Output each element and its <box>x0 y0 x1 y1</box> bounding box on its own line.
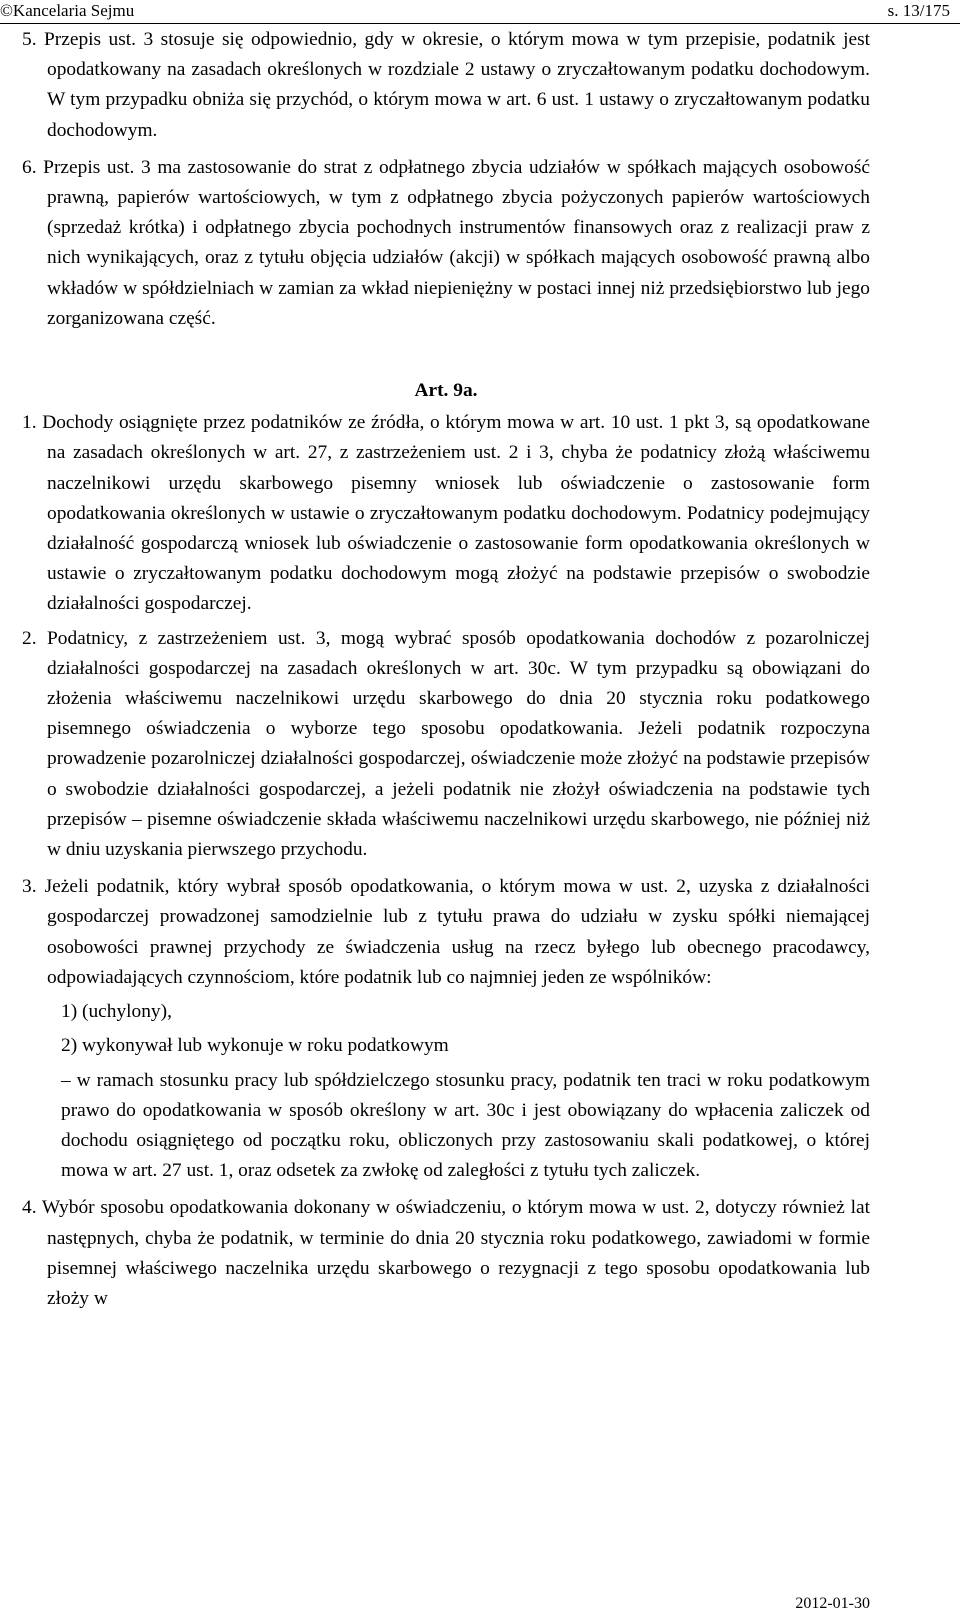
article-item-4: 4. Wybór sposobu opodatkowania dokonany w oświadczeniu, o którym mowa w ust. 2, dotyczy również lat następnych, chyba że podatnik, w terminie do dnia 20 stycznia roku podatkowego, zawiadomi w formie pisemnej właściwego naczelnika urzędu skarbowego o rezygnacji z tego sposobu opodatkowania lub złoży w <box>22 1197 870 1309</box>
header-page-number: s. 13/175 <box>887 1 950 20</box>
header-source: ©Kancelaria Sejmu <box>0 1 135 20</box>
article-item-1: 1. Dochody osiągnięte przez podatników ze źródła, o którym mowa w art. 10 ust. 1 pkt 3, są opodatkowane na zasadach określonych w art. 27, z zastrzeżeniem ust. 2 i 3, chyba że podatnicy złożą właściwemu naczelnikowi urzędu skarbowego pisemny wniosek lub oświadczenie o zastosowanie form opodatkowania określonych w ustawie o zryczałtowanym podatku dochodowym. Podatnicy podejmujący działalność gospodarczą wniosek lub oświadczenie o zastosowanie form opodatkowania określonych w ustawie o zryczałtowanym podatku dochodowym mogą złożyć na podstawie przepisów o swobodzie działalności gospodarczej. <box>22 412 870 615</box>
article-item-3-dash-clause: – w ramach stosunku pracy lub spółdzielczego stosunku pracy, podatnik ten traci w roku podatkowym prawo do opodatkowania w sposób określony w art. 30c i jest obowiązany do wpłacenia zaliczek od dochodu osiągniętego od początku roku, obliczonych przy zastosowaniu skali podatkowej, o której mowa w art. 27 ust. 1, oraz odsetek za zwłokę od zaległości z tytułu tych zaliczek. <box>61 1069 870 1182</box>
article-title: Art. 9a. <box>414 380 478 402</box>
article-item-3-point-2: 2) wykonywał lub wykonuje w roku podatkowym <box>61 1035 449 1057</box>
footer-date: 2012-01-30 <box>795 1595 870 1612</box>
paragraph-6: 6. Przepis ust. 3 ma zastosowanie do strat z odpłatnego zbycia udziałów w spółkach mających osobowość prawną, papierów wartościowych, w tym z odpłatnego zbycia pożyczonych papierów wartościowych (sprzedaż krótka) i odpłatnego zbycia pochodnych instrumentów finansowych oraz z realizacji praw z nich wynikających, oraz z tytułu objęcia udziałów (akcji) w spółkach mających osobowość prawną albo wkładów w spółdzielniach w zamian za wkład niepieniężny w postaci innej niż przedsiębiorstwo lub jego zorganizowana część. <box>22 156 870 329</box>
header-divider <box>0 23 960 24</box>
page-header <box>0 0 960 22</box>
article-item-2: 2. Podatnicy, z zastrzeżeniem ust. 3, mogą wybrać sposób opodatkowania dochodów z pozarolniczej działalności gospodarczej na zasadach określonych w art. 30c. W tym przypadku są obowiązani do złożenia właściwemu naczelnikowi urzędu skarbowego do dnia 20 stycznia roku podatkowego pisemnego oświadczenia o wyborze tego sposobu opodatkowania. Jeżeli podatnik rozpoczyna prowadzenie pozarolniczej działalności gospodarczej, oświadczenie może złożyć na podstawie przepisów o swobodzie działalności gospodarczej, a jeżeli podatnik nie złożył oświadczenia na podstawie tych przepisów – pisemne oświadczenie składa właściwemu naczelnikowi urzędu skarbowego, nie później niż w dniu uzyskania pierwszego przychodu. <box>22 627 870 861</box>
paragraph-5: 5. Przepis ust. 3 stosuje się odpowiednio, gdy w okresie, o którym mowa w tym przepisie, podatnik jest opodatkowany na zasadach określonych w rozdziale 2 ustawy o zryczałtowanym podatku dochodowym. W tym przypadku obniża się przychód, o którym mowa w art. 6 ust. 1 ustawy o zryczałtowanym podatku dochodowym. <box>22 29 870 141</box>
article-item-3-point-1: 1) (uchylony), <box>61 1001 172 1023</box>
article-item-3: 3. Jeżeli podatnik, który wybrał sposób opodatkowania, o którym mowa w ust. 2, uzyska z działalności gospodarczej prowadzonej samodzielnie lub z tytułu prawa do udziału w zysku spółki niemającej osobowości prawnej przychody ze świadczenia usług na rzecz byłego lub obecnego pracodawcy, odpowiadających czynnościom, które podatnik lub co najmniej jeden ze wspólników: <box>22 876 870 988</box>
document-body <box>22 25 870 1314</box>
